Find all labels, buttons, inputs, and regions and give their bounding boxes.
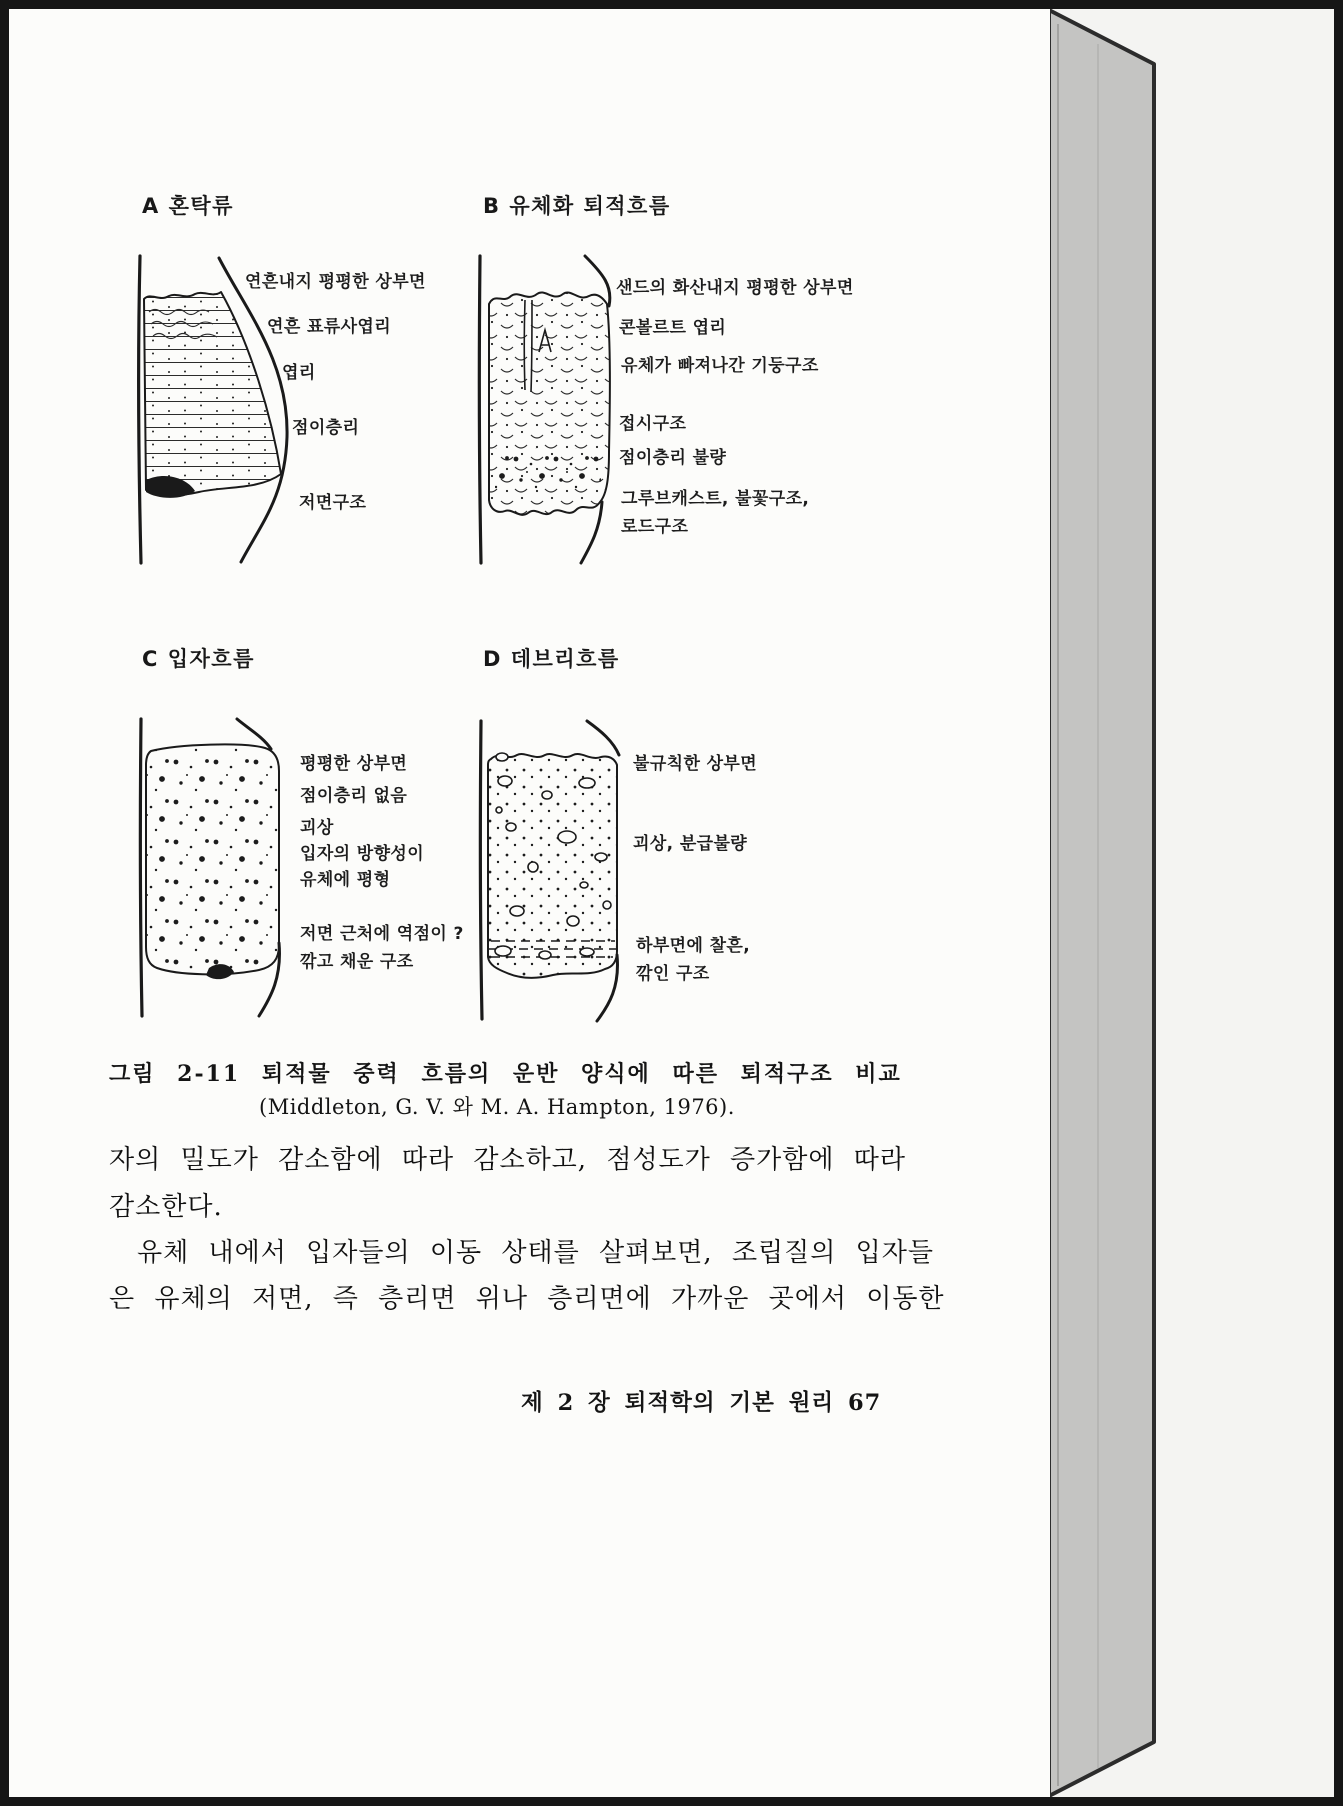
diagram-a-label-2: 연흔 표류사엽리 bbox=[267, 317, 392, 337]
diagram-c-label-1: 평평한 상부면 bbox=[300, 754, 408, 774]
diagram-a-label-3: 엽리 bbox=[282, 363, 316, 383]
diagram-b-label-4: 접시구조 bbox=[619, 414, 687, 434]
figure-caption-line2: (Middleton, G. V. 와 M. A. Hampton, 1976). bbox=[259, 1095, 735, 1119]
diagram-c-label-4: 입자의 방향성이 bbox=[300, 844, 425, 864]
diagram-c-label-6: 저면 근처에 역점이 ? bbox=[300, 924, 464, 944]
diagram-d-label-4: 깎인 구조 bbox=[636, 964, 710, 984]
body-text-line-4: 은 유체의 저면, 즉 층리면 위나 층리면에 가까운 곳에서 이동한 bbox=[109, 1284, 945, 1314]
diagram-b-label-2: 콘볼르트 엽리 bbox=[619, 318, 727, 338]
diagram-b-label-7: 로드구조 bbox=[621, 517, 689, 537]
diagram-a-label-1: 연흔내지 평평한 상부면 bbox=[245, 272, 426, 292]
diagram-c-label-3: 괴상 bbox=[300, 818, 334, 838]
diagram-b-label-6: 그루브캐스트, 불꽃구조, bbox=[621, 489, 810, 509]
diagram-c-grain-flow bbox=[129, 715, 329, 1020]
diagram-a-label-4: 점이층리 bbox=[292, 418, 360, 438]
panel-c-title: C 입자흐름 bbox=[142, 647, 255, 671]
panel-d-title: D 데브리흐름 bbox=[483, 647, 620, 671]
diagram-d-label-1: 불규칙한 상부면 bbox=[633, 754, 758, 774]
panel-b-title: B 유체화 퇴적흐름 bbox=[483, 194, 671, 218]
body-text-line-2: 감소한다. bbox=[109, 1192, 223, 1222]
panel-a-title: A 혼탁류 bbox=[142, 194, 234, 218]
diagram-c-label-7: 깎고 채운 구조 bbox=[300, 952, 414, 972]
diagram-b-label-1: 샌드의 화산내지 평평한 상부면 bbox=[616, 278, 854, 298]
diagram-a-turbidity-current bbox=[129, 252, 329, 567]
figure-caption-line1: 그림 2-11 퇴적물 중력 흐름의 운반 양식에 따른 퇴적구조 비교 bbox=[109, 1061, 902, 1087]
diagram-d-label-2: 괴상, 분급불량 bbox=[633, 834, 748, 854]
fluid-escape-pipe bbox=[524, 300, 525, 390]
diagram-c-label-2: 점이층리 없음 bbox=[300, 786, 408, 806]
body-text-line-1: 자의 밀도가 감소함에 따라 감소하고, 점성도가 증가함에 따라 bbox=[109, 1145, 907, 1175]
diagram-b-label-5: 점이층리 불량 bbox=[619, 448, 727, 468]
diagram-b-label-3: 유체가 빠져나간 기둥구조 bbox=[621, 356, 819, 376]
page-footer: 제 2 장 퇴적학의 기본 원리 67 bbox=[521, 1390, 882, 1416]
body-text-line-3: 유체 내에서 입자들의 이동 상태를 살펴보면, 조립질의 입자들 bbox=[137, 1238, 935, 1268]
diagram-a-label-5: 저면구조 bbox=[299, 493, 367, 513]
diagram-c-label-5: 유체에 평형 bbox=[300, 870, 391, 890]
diagram-d-label-3: 하부면에 찰흔, bbox=[636, 936, 751, 956]
page bbox=[9, 9, 1050, 1797]
